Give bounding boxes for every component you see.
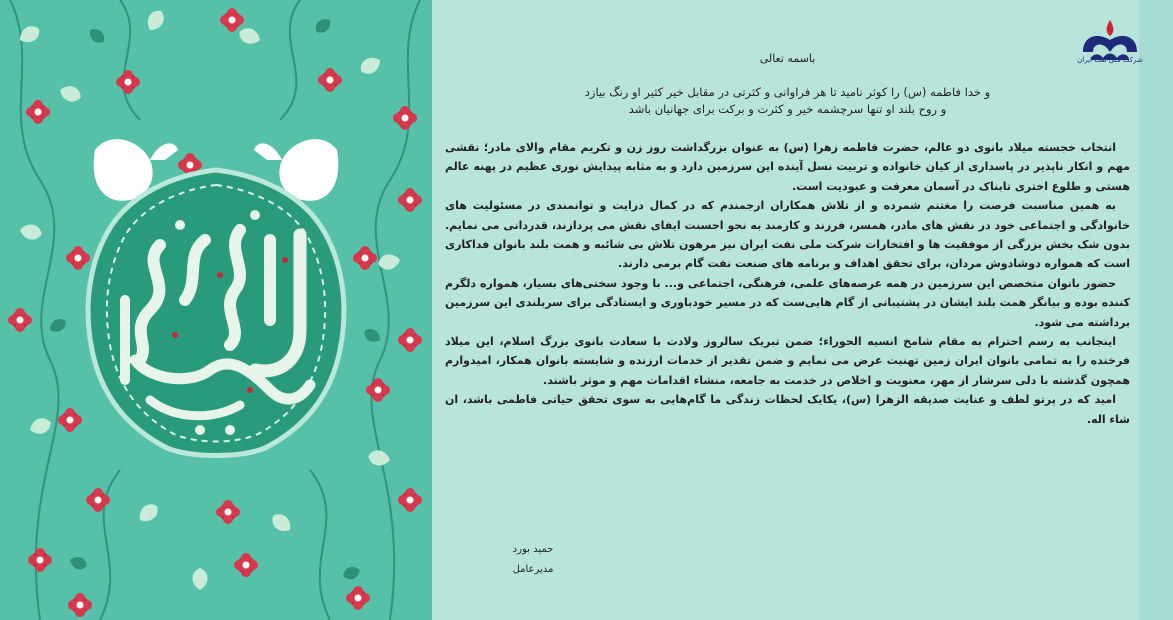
right-border-strip bbox=[1139, 0, 1173, 620]
body-paragraph: حضور بانوان متخصص این سرزمین در همه عرصه‌های علمی، فرهنگی، اجتماعی و... با وجود سختی‌های بسیار، همواره دلگرم کننده بوده و بیانگر همت بلند ایشان در پشتیبانی از گام هایی‌ست که در مسیر خودباوری و ایستادگی برای سربلندی این سرزمین برداشته می شود. bbox=[445, 276, 1130, 329]
intro-line: و خدا فاطمه (س) را کوثر نامید تا هر فراوانی و کثرتی در مقابل خیر کثیر او رنگ بیازد bbox=[584, 85, 991, 99]
body-paragraph: امید که در پرتو لطف و عنایت صدیقه الزهرا (س)، یکایک لحظات زندگی ما گام‌هایی به سوی تحقق حیاتی فاطمی باشد، ان شاء اله. bbox=[445, 393, 1130, 426]
floral-calligraphy-panel bbox=[0, 0, 432, 620]
logo-caption: شرکت ملی نفت ایران bbox=[1077, 56, 1143, 64]
body-paragraph: اینجانب به رسم احترام به مقام شامخ انسیه الحوراء؛ ضمن تبریک سالروز ولادت با سعادت بانوی بزرگ اسلام، این میلاد فرخنده را به تمامی بانوان ایران زمین تهنیت عرض می نمایم و ضمن تقدیر از خدمات ارزنده و شایسته بانوان همکار، امیدوارم همچون گذشته با دلی سرشار از مهر، معنویت و اخلاص در خدمت به جامعه، منشاء اقدامات مهم و موثر باشند. bbox=[445, 335, 1130, 387]
letter bbox=[445, 40, 1130, 615]
letter-greeting: باسمه تعالی bbox=[759, 52, 816, 65]
letter-intro bbox=[445, 84, 1130, 118]
signature-title: مدیرعامل bbox=[512, 564, 554, 575]
body-paragraph: به همین مناسبت فرصت را مغتنم شمرده و از تلاش همکاران ارجمندم که در کمال درایت و توانمندی در مسئولیت های خانوادگی و اجتماعی خود در نقش های مادر، همسر، فرزند و کارمند به نحو احسنت ایفای نقش می پردازند، قدردانی می نمایم. بدون شک بخش بزرگی از موفقیت ها و افتخارات شرکت ملی نفت ایران نیز مرهون تلاش بی شائبه و همت بلند بانوان فداکاری است که همواره دوشادوش مردان، برای تحقق اهداف و برنامه های صنعت نفت گام برمی دارند. bbox=[445, 199, 1130, 271]
letter-body bbox=[445, 138, 1130, 429]
intro-line: و روح بلند او تنها سرچشمه خیر و کثرت و برکت برای جهانیان باشد bbox=[628, 102, 947, 116]
signature-block bbox=[493, 540, 573, 580]
body-paragraph: انتخاب خجسته میلاد بانوی دو عالم، حضرت فاطمه زهرا (س) به عنوان بزرگداشت روز زن و تکریم مقام والای مادر؛ نقشی مهم و انکار ناپذیر در پاسداری از کیان خانواده و تربیت نسل آینده این سرزمین دارد و به مثابه پیدایش نوری عظیم در پهنه عالم هستی و طلوع اختری تابناک در آسمان معرفت و عبودیت است. bbox=[445, 141, 1130, 193]
flame-icon bbox=[1107, 20, 1114, 36]
signature-name: حمید بورد bbox=[512, 544, 554, 555]
